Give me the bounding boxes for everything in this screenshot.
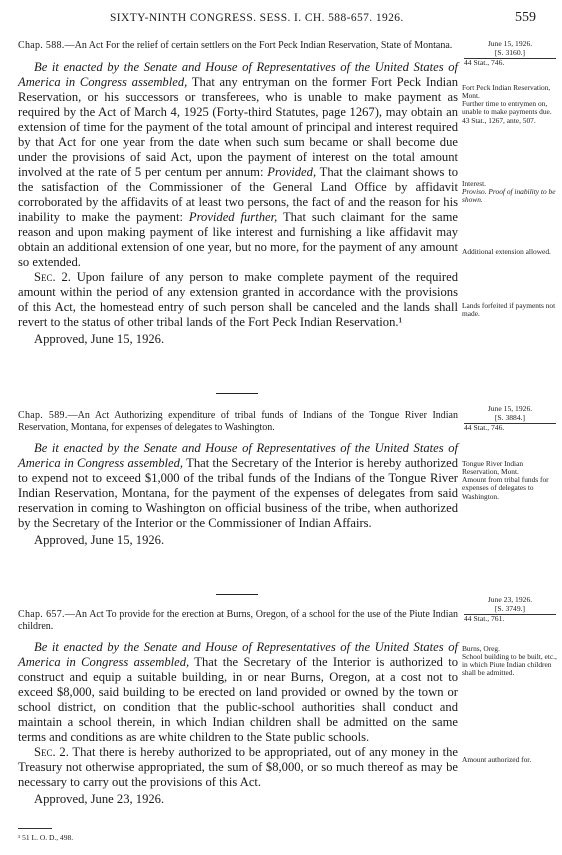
- side-reference-588: [462, 40, 558, 68]
- section-paragraph: Sec. 2. Upon failure of any person to make complete payment of the required amount within the period of any extension granted in accordance with the provisions of this Act, the homestead entry of such person shall be canceled and the lands shall revert to the status of other tribal lands of the Fort Peck Indian Reservation.¹: [18, 269, 458, 329]
- side-reference: [462, 40, 558, 68]
- side-date: June 23, 1926.: [487, 595, 533, 604]
- chapter-title: [18, 40, 458, 52]
- chapter-657: [18, 609, 458, 807]
- margin-note: [462, 180, 558, 204]
- margin-note: [462, 248, 558, 256]
- chapter-title: [18, 410, 458, 433]
- enacting-paragraph: Be it enacted by the Senate and House of Representatives of the United States of America in Congress assembled, That any entryman on the former Fort Peck Indian Reservation, or his successors or transferees, who is unable to make payment as required by the Act of March 4, 1925 (Forty-third Statutes, page 1267), may obtain an extension of time for the payment of the total amount of principal and interest required by that Act for one year from the date when such sum became or shall become due under the provisions of said Act, upon the payment of interest on the total amount involved at the rate of 5 per centum per annum: Provided, That the claimant shows to the satisfaction of the Commissioner of the General Land Office by affidavit corroborated by the affidavits of at least two persons, the fact of and the reason for his inability to make the payment: Provided further, That such claimant for the same reason and upon making payment of like interest and furnishing a like affidavit may obtain an additional extension of one year, but no more, for the payment of any amount so extended.: [18, 59, 458, 269]
- side-date: June 15, 1926.: [487, 39, 533, 48]
- chapter-number: Chap. 589.: [18, 410, 68, 421]
- margin-note: [462, 645, 558, 678]
- side-stat: 44 Stat., 746.: [464, 423, 505, 433]
- side-stat: 44 Stat., 761.: [464, 614, 505, 624]
- chapter-title-text: —An Act To provide for the erection at Burns, Oregon, of a school for the use of the Piute Indian children.: [18, 609, 459, 632]
- side-reference: [462, 405, 558, 433]
- section-divider: [216, 594, 258, 595]
- margin-note: [462, 460, 558, 501]
- side-bill: [S. 3884.]: [494, 412, 526, 422]
- margin-note-body: Amount from tribal funds for expenses of delegates to Washington.: [462, 475, 549, 501]
- side-reference-657: [462, 596, 558, 624]
- margin-note-head: Amount authorized for.: [462, 755, 532, 764]
- side-date: June 15, 1926.: [487, 404, 533, 413]
- chapter-title-text: —An Act For the relief of certain settlers on the Fort Peck Indian Reservation, State of Montana.: [64, 40, 453, 51]
- margin-note-body: Proviso. Proof of inability to be shown.: [462, 187, 556, 205]
- approval-date: Approved, June 15, 1926.: [34, 533, 165, 547]
- margin-note: [462, 302, 558, 318]
- margin-note-head: Lands forfeited if payments not made.: [462, 301, 556, 319]
- side-bill: [S. 3749.]: [494, 603, 526, 613]
- approval-date: Approved, June 15, 1926.: [34, 331, 165, 346]
- side-stat: 44 Stat., 746.: [464, 58, 505, 68]
- margin-note-head: Burns, Oreg.: [462, 644, 500, 653]
- footnote: ¹ 51 L. O. D., 498.: [18, 833, 74, 842]
- running-head: SIXTY-NINTH CONGRESS. SESS. I. CH. 588-657. 1926.: [110, 12, 404, 24]
- side-bill: [S. 3160.]: [494, 47, 526, 57]
- margin-note-body: Further time to entrymen on, unable to make payments due. 43 Stat., 1267, ante, 507.: [462, 99, 552, 125]
- footnote-rule: [18, 828, 52, 829]
- side-reference: [462, 596, 558, 624]
- section-divider: [216, 393, 258, 394]
- chapter-588: [18, 40, 458, 347]
- margin-note: [462, 84, 558, 125]
- margin-note: [462, 756, 558, 764]
- margin-note-head: Tongue River Indian Reservation, Mont.: [462, 459, 524, 477]
- section-paragraph: Sec. 2. That there is hereby authorized to be appropriated, out of any money in the Treasury not otherwise appropriated, the sum of $8,000, or so much thereof as may be necessary to carry out the provisions of this Act.: [18, 745, 458, 789]
- chapter-number: Chap. 657.: [18, 609, 65, 620]
- chapter-title-text: —An Act Authorizing expenditure of tribal funds of Indians of the Tongue River Indian Reservation, Montana, for expenses of delegates to Washington.: [18, 410, 458, 433]
- chapter-number: Chap. 588.: [18, 40, 65, 51]
- side-reference-589: [462, 405, 558, 433]
- enacting-paragraph: Be it enacted by the Senate and House of Representatives of the United States of America in Congress assembled, That the Secretary of the Interior is hereby authorized to expend not to exceed $1,000 of the tribal funds of the Indians of the Tongue River Indian Reservation, Montana, for the payment of the expenses of delegates from said reservation in coming to Washington on official business of the tribe, when authorized by the Secretary of the Interior or the Commissioner of Indian Affairs.: [18, 441, 458, 530]
- enacting-paragraph: Be it enacted by the Senate and House of Representatives of the United States of America in Congress assembled, That the Secretary of the Interior is authorized to construct and equip a suitable building, in or near Burns, Oregon, at a cost not to exceed $8,000, said building to be erected on land provided or owned by the town or school district, on condition that the public-school authorities shall conduct and maintain a school therein, in which Indian children shall be admitted on the same terms and conditions as are white children to the State public schools.: [18, 640, 458, 744]
- page-number: 559: [515, 10, 536, 25]
- chapter-589: [18, 410, 458, 548]
- margin-note-head: Fort Peck Indian Reservation, Mont.: [462, 83, 551, 101]
- chapter-title: [18, 609, 458, 632]
- approval-date: Approved, June 23, 1926.: [34, 792, 165, 806]
- page-header: [0, 10, 562, 28]
- margin-note-head: Interest.: [462, 179, 487, 188]
- margin-note-head: Additional extension allowed.: [462, 247, 551, 256]
- margin-note-body: School building to be built, etc., in which Piute Indian children shall be admitted.: [462, 652, 557, 678]
